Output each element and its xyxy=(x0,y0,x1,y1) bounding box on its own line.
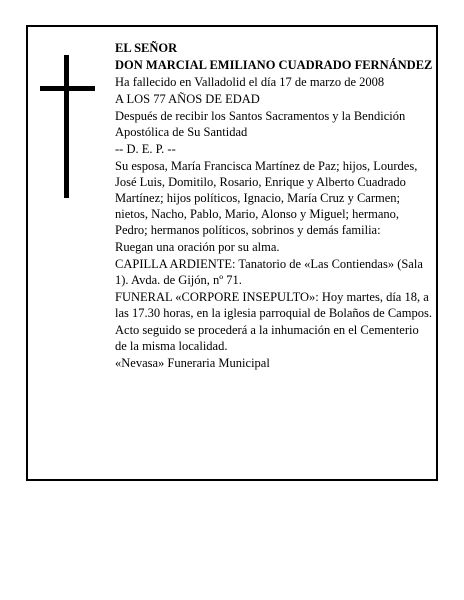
age-line: A LOS 77 AÑOS DE EDAD xyxy=(115,92,260,106)
chapel-line: CAPILLA ARDIENTE: Tanatorio de «Las Contiendas» (Sala 1). Avda. de Gijón, nº 71. xyxy=(115,257,423,287)
deceased-name: DON MARCIAL EMILIANO CUADRADO FERNÁNDEZ xyxy=(115,58,433,72)
obituary-text xyxy=(115,40,433,372)
prayer-line: Ruegan una oración por su alma. xyxy=(115,240,280,254)
burial-line: Acto seguido se procederá a la inhumación en el Cementerio de la misma localidad. xyxy=(115,323,419,353)
family-line: Su esposa, María Francisca Martínez de Paz; hijos, Lourdes, José Luis, Domitilo, Rosario, Enrique y Alberto Cuadrado Martínez; hijos políticos, Ignacio, María Cruz y Carmen; nietos, Nacho, Pablo, Mario, Alonso y Miguel; hermano, Pedro; hermanos políticos, sobrinos y demás familia: xyxy=(115,159,418,237)
sacraments-line: Después de recibir los Santos Sacramentos y la Bendición Apostólica de Su Santidad xyxy=(115,109,406,139)
obituary-title: EL SEÑOR xyxy=(115,41,178,55)
cross-icon-bar xyxy=(40,86,95,91)
funeral-home-line: «Nevasa» Funeraria Municipal xyxy=(115,356,270,370)
cross-icon xyxy=(64,55,69,198)
death-line: Ha fallecido en Valladolid el día 17 de marzo de 2008 xyxy=(115,75,385,89)
funeral-line: FUNERAL «CORPORE INSEPULTO»: Hoy martes, día 18, a las 17.30 horas, en la iglesia parroquial de Bolaños de Campos. xyxy=(115,290,432,320)
rip-line: -- D. E. P. -- xyxy=(115,142,176,156)
